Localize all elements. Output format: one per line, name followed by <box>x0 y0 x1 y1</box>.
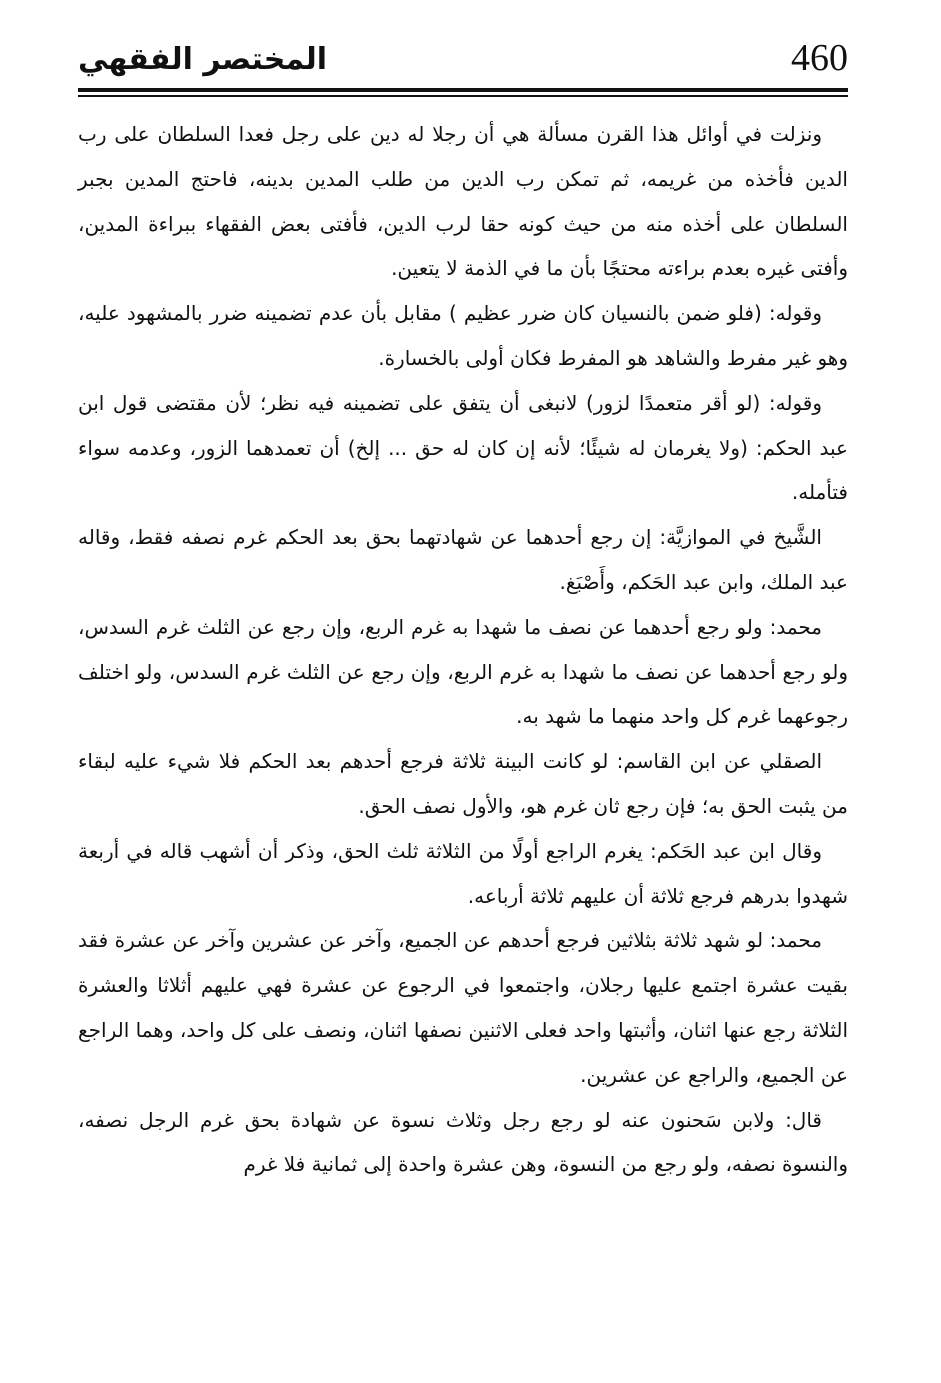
header-divider-thin <box>78 95 848 97</box>
paragraph: وقال ابن عبد الحَكم: يغرم الراجع أولًا من الثلاثة ثلث الحق، وذكر أن أشهب قاله في أربعة شهدوا بدرهم فرجع ثلاثة أن عليهم ثلاثة أرباعه. <box>78 838 848 908</box>
header-divider-thick <box>78 88 848 92</box>
paragraph: محمد: ولو رجع أحدهما عن نصف ما شهدا به غرم الربع، وإن رجع عن الثلث غرم السدس، ولو رجع أحدهما عن نصف ما شهدا به غرم الربع، وإن رجع عن الثلث غرم السدس، ولو اختلف رجوعهما غرم كل واحد منهما ما شهد به. <box>78 614 848 729</box>
paragraph: وقوله: (فلو ضمن بالنسيان كان ضرر عظيم ) مقابل بأن عدم تضمينه ضرر بالمشهود عليه، وهو غير مفرط والشاهد هو المفرط فكان أولى بالخسارة. <box>78 301 848 370</box>
paragraph: الشَّيخ في الموازيَّة: إن رجع أحدهما عن شهادتهما بحق بعد الحكم غرم نصفه فقط، وقاله عبد الملك، وابن عبد الحَكم، وأَصْبَغ. <box>78 525 848 594</box>
book-title: المختصر الفقهي <box>78 42 328 77</box>
paragraph: وقوله: (لو أقر متعمدًا لزور) لانبغى أن يتفق على تضمينه فيه نظر؛ لأن مقتضى قول ابن عبد الحكم: (ولا يغرمان له شيئًا؛ لأنه إن كان له حق ... إلخ) أن تعمدهما الزور، وعدمه سواء فتأمله. <box>78 390 848 505</box>
paragraph: ونزلت في أوائل هذا القرن مسألة هي أن رجلا له دين على رجل فعدا السلطان على رب الدين فأخذه من غريمه، ثم تمكن رب الدين من طلب المدين بدينه، فاحتج المدين بجبر السلطان على أخذه منه من حيث كونه حقا لرب الدين، فأفتى بعض الفقهاء ببراءة المدين، وأفتى غيره بعدم براءته محتجًا بأن ما في الذمة لا يتعين. <box>78 122 848 281</box>
paragraph: محمد: لو شهد ثلاثة بثلاثين فرجع أحدهم عن الجميع، وآخر عن عشرين وآخر عن عشرة فقد بقيت عشرة اجتمع عليها رجلان، واجتمعوا في الرجوع عن عشرة فهي عليهم أثلاثا والعشرة الثلاثة رجع عنها اثنان، وأثبتها واحد فعلى الاثنين نصفها اثنان، ونصف على كل واحد، وهما الراجع عن الجميع، والراجع عن عشرين. <box>78 928 848 1087</box>
page-header <box>78 36 848 88</box>
page-body <box>78 112 848 1187</box>
paragraph: قال: ولابن سَحنون عنه لو رجع رجل وثلاث نسوة عن شهادة بحق غرم الرجل نصفه، والنسوة نصفه، ولو رجع من النسوة، وهن عشرة واحدة إلى ثمانية فلا غرم <box>78 1107 848 1177</box>
page-number: 460 <box>791 37 848 79</box>
paragraph: الصقلي عن ابن القاسم: لو كانت البينة ثلاثة فرجع أحدهم بعد الحكم فلا شيء عليه لبقاء من يثبت الحق به؛ فإن رجع ثان غرم هو، والأول نصف الحق. <box>78 749 848 818</box>
